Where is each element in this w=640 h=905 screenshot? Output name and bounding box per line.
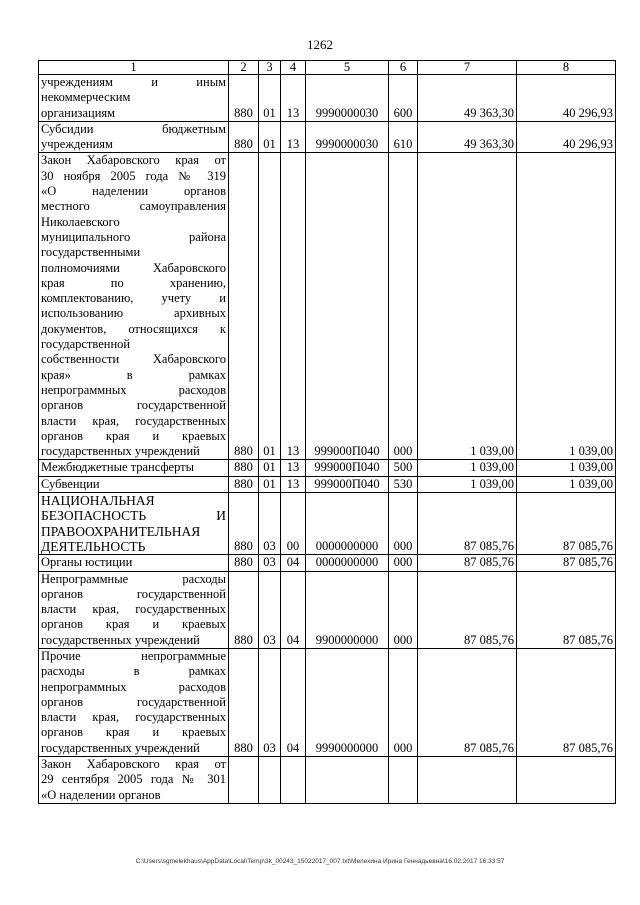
- section-code: 03: [259, 571, 281, 648]
- header-cell: 3: [259, 61, 281, 75]
- section-code: 01: [259, 153, 281, 460]
- description-line: учреждениям и иным: [41, 75, 226, 89]
- amount-year-1: 87 085,76: [418, 555, 517, 571]
- description-line: органов государственной: [41, 694, 226, 709]
- description-line: органов края и краевых: [41, 617, 226, 632]
- amount-year-2: 1 039,00: [517, 476, 616, 492]
- amount-year-1: 87 085,76: [418, 648, 517, 756]
- expense-type-code: [389, 757, 418, 804]
- header-cell: 4: [281, 61, 306, 75]
- subsection-code: 13: [281, 75, 306, 122]
- ministry-code: 880: [229, 493, 259, 555]
- target-article-code: 0000000000: [306, 493, 389, 555]
- row-description: [39, 648, 229, 756]
- amount-year-2: 1 039,00: [517, 460, 616, 476]
- amount-year-2: 40 296,93: [517, 75, 616, 122]
- row-description: [39, 460, 229, 476]
- description-line: Николаевского: [41, 214, 120, 229]
- description-line: организациям: [41, 105, 116, 120]
- section-code: 03: [259, 555, 281, 571]
- section-code: 03: [259, 493, 281, 555]
- description-line: НАЦИОНАЛЬНАЯ: [41, 493, 155, 509]
- table-row: [39, 757, 616, 804]
- description-line: документов, относящихся к: [41, 321, 226, 336]
- description-line: некоммерческим: [41, 90, 131, 105]
- header-cell: 6: [389, 61, 418, 75]
- target-article-code: 0000000000: [306, 555, 389, 571]
- description-line: комплектованию, учету и: [41, 291, 226, 306]
- subsection-code: 13: [281, 476, 306, 492]
- description-line: 30 ноября 2005 года № 319: [41, 168, 226, 183]
- section-code: 01: [259, 121, 281, 153]
- target-article-code: 999000П040: [306, 476, 389, 492]
- description-line: собственности Хабаровского: [41, 352, 226, 367]
- amount-year-1: [418, 757, 517, 804]
- description-line: власти края, государственных: [41, 710, 226, 725]
- target-article-code: 999000П040: [306, 460, 389, 476]
- header-cell: 5: [306, 61, 389, 75]
- description-line: власти края, государственных: [41, 413, 226, 428]
- section-code: 01: [259, 75, 281, 122]
- description-line: «О наделении органов: [41, 184, 226, 199]
- table-row: [39, 121, 616, 153]
- description-line: Непрограммные расходы: [41, 571, 226, 586]
- row-description: [39, 121, 229, 153]
- description-line: Закон Хабаровского края от: [41, 757, 226, 772]
- target-article-code: 9990000030: [306, 75, 389, 122]
- description-line: органов государственной: [41, 398, 226, 413]
- page-number: 1262: [307, 37, 333, 52]
- subsection-code: 13: [281, 121, 306, 153]
- ministry-code: 880: [229, 121, 259, 153]
- description-line: государственных учреждений: [41, 740, 200, 755]
- amount-year-2: 87 085,76: [517, 493, 616, 555]
- description-line: органов государственной: [41, 586, 226, 601]
- row-description: [39, 476, 229, 492]
- ministry-code: [229, 757, 259, 804]
- description-line: муниципального района: [41, 229, 226, 244]
- description-line: Закон Хабаровского края от: [41, 153, 226, 168]
- ministry-code: 880: [229, 476, 259, 492]
- section-code: [259, 757, 281, 804]
- subsection-code: 00: [281, 493, 306, 555]
- subsection-code: 04: [281, 648, 306, 756]
- description-line: непрограммных расходов: [41, 382, 226, 397]
- table-row: [39, 571, 616, 648]
- section-code: 03: [259, 648, 281, 756]
- description-line: 29 сентября 2005 года № 301: [41, 772, 226, 787]
- expense-type-code: 000: [389, 153, 418, 460]
- header-cell: 8: [517, 61, 616, 75]
- subsection-code: 04: [281, 571, 306, 648]
- ministry-code: 880: [229, 571, 259, 648]
- description-line: государственной: [41, 337, 131, 352]
- header-row: [39, 61, 616, 75]
- amount-year-1: 49 363,30: [418, 75, 517, 122]
- amount-year-2: 87 085,76: [517, 571, 616, 648]
- table-row: [39, 648, 616, 756]
- description-line: полномочиями Хабаровского: [41, 260, 226, 275]
- expense-type-code: 600: [389, 75, 418, 122]
- expense-type-code: 000: [389, 571, 418, 648]
- description-line: ДЕЯТЕЛЬНОСТЬ: [41, 538, 146, 554]
- header-cell: 1: [39, 61, 229, 75]
- row-description: [39, 75, 229, 122]
- description-line: БЕЗОПАСНОСТЬ И: [41, 508, 226, 524]
- target-article-code: 999000П040: [306, 153, 389, 460]
- budget-table: [38, 60, 616, 804]
- subsection-code: 04: [281, 555, 306, 571]
- description-line: ПРАВООХРАНИТЕЛЬНАЯ: [41, 523, 201, 539]
- description-line: власти края, государственных: [41, 602, 226, 617]
- description-line: органов края и краевых: [41, 428, 226, 443]
- header-cell: 2: [229, 61, 259, 75]
- description-line: Органы юстиции: [41, 555, 133, 570]
- row-description: [39, 153, 229, 460]
- expense-type-code: 000: [389, 648, 418, 756]
- description-line: Субсидии бюджетным: [41, 121, 226, 136]
- amount-year-2: 87 085,76: [517, 555, 616, 571]
- description-line: учреждениям: [41, 137, 113, 152]
- description-line: органов края и краевых: [41, 725, 226, 740]
- amount-year-1: 1 039,00: [418, 460, 517, 476]
- amount-year-1: 1 039,00: [418, 476, 517, 492]
- expense-type-code: 000: [389, 493, 418, 555]
- amount-year-2: 40 296,93: [517, 121, 616, 153]
- amount-year-1: 1 039,00: [418, 153, 517, 460]
- target-article-code: 9900000000: [306, 571, 389, 648]
- target-article-code: 9990000030: [306, 121, 389, 153]
- ministry-code: 880: [229, 75, 259, 122]
- description-line: использованию архивных: [41, 306, 226, 321]
- row-description: [39, 757, 229, 804]
- amount-year-1: 87 085,76: [418, 571, 517, 648]
- description-line: непрограммных расходов: [41, 679, 226, 694]
- subsection-code: 13: [281, 460, 306, 476]
- table-row: [39, 476, 616, 492]
- description-line: края» в рамках: [41, 367, 226, 382]
- amount-year-2: [517, 757, 616, 804]
- header-cell: 7: [418, 61, 517, 75]
- section-code: 01: [259, 476, 281, 492]
- subsection-code: [281, 757, 306, 804]
- expense-type-code: 500: [389, 460, 418, 476]
- description-line: государственными: [41, 245, 141, 260]
- description-line: Межбюджетные трансферты: [41, 460, 195, 475]
- description-line: Субвенции: [41, 476, 100, 491]
- row-description: [39, 555, 229, 571]
- table-row: [39, 460, 616, 476]
- table-row: [39, 493, 616, 555]
- description-line: государственных учреждений: [41, 444, 200, 459]
- row-description: [39, 571, 229, 648]
- expense-type-code: 000: [389, 555, 418, 571]
- description-line: расходы в рамках: [41, 664, 226, 679]
- section-code: 01: [259, 460, 281, 476]
- table-row: [39, 75, 616, 122]
- table-row: [39, 555, 616, 571]
- row-description: [39, 493, 229, 555]
- ministry-code: 880: [229, 460, 259, 476]
- amount-year-2: 87 085,76: [517, 648, 616, 756]
- description-line: местного самоуправления: [41, 199, 226, 214]
- description-line: «О наделении органов: [41, 787, 161, 802]
- amount-year-1: 87 085,76: [418, 493, 517, 555]
- expense-type-code: 610: [389, 121, 418, 153]
- description-line: Прочие непрограммные: [41, 648, 226, 663]
- amount-year-1: 49 363,30: [418, 121, 517, 153]
- ministry-code: 880: [229, 153, 259, 460]
- table-row: [39, 153, 616, 460]
- ministry-code: 880: [229, 555, 259, 571]
- description-line: края по хранению,: [41, 275, 226, 290]
- target-article-code: [306, 757, 389, 804]
- description-line: государственных учреждений: [41, 632, 200, 647]
- expense-type-code: 530: [389, 476, 418, 492]
- ministry-code: 880: [229, 648, 259, 756]
- amount-year-2: 1 039,00: [517, 153, 616, 460]
- target-article-code: 9990000000: [306, 648, 389, 756]
- subsection-code: 13: [281, 153, 306, 460]
- footer-file-path: C:\Users\sgmelekhaus\AppData\Local\Temp\3k_00243_15022017_007.txt\Мелехина Ирина Геннадьевна\16.02.2017 16:33:57: [135, 858, 505, 865]
